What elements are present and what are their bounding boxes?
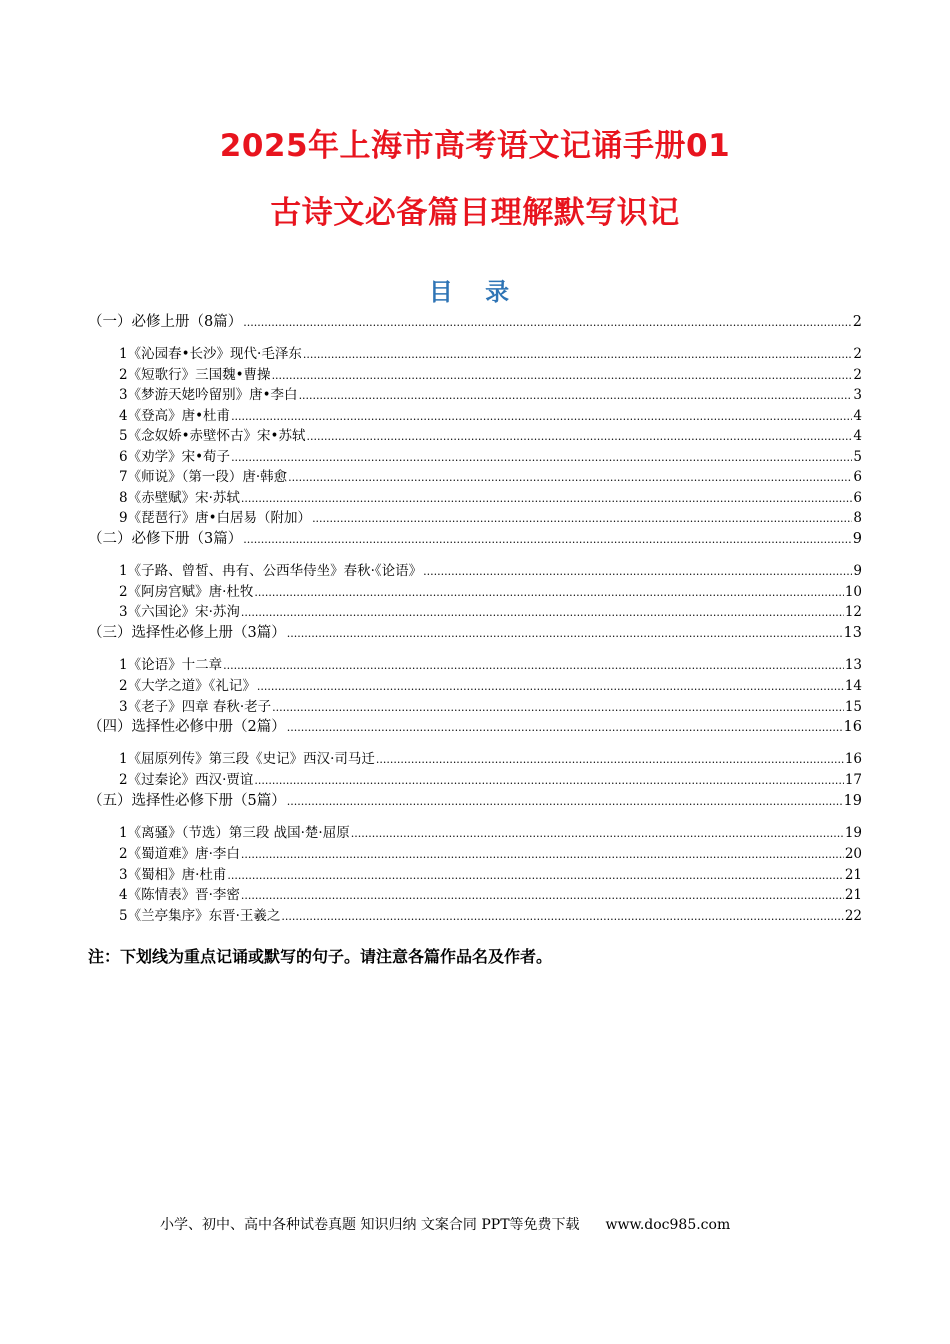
toc-page-number: 9 [852, 531, 862, 547]
toc-entry-title: 3《六国论》宋·苏洵 [119, 604, 240, 620]
toc-dot-leader [241, 886, 844, 905]
toc-entry-title: 2《蜀道难》唐·李白 [119, 846, 240, 862]
toc-entry-title: 7《师说》（第一段）唐·韩愈 [119, 469, 288, 485]
toc-page-number: 2 [853, 346, 862, 362]
toc-dot-leader [299, 386, 853, 405]
toc-entry-title: 9《琵琶行》唐•白居易（附加） [119, 510, 312, 526]
note-text: 注：下划线为重点记诵或默写的句子。请注意各篇作品名及作者。 [88, 947, 553, 966]
toc-page-number: 9 [853, 563, 862, 579]
toc-page-number: 13 [844, 657, 862, 673]
toc-dot-leader [281, 907, 843, 926]
toc-page-number: 21 [844, 887, 862, 903]
toc-entry-title: （二）必修下册（3篇） [88, 531, 243, 547]
toc-page-number: 16 [844, 751, 862, 767]
toc-page-number: 2 [853, 367, 862, 383]
toc-page-number: 16 [843, 719, 862, 735]
toc-entry-title: （四）选择性必修中册（2篇） [88, 719, 286, 735]
toc-entry-row[interactable] [119, 771, 862, 790]
toc-page-number: 21 [844, 867, 862, 883]
toc-entry-title: 1《沁园春•长沙》现代·毛泽东 [119, 346, 302, 362]
toc-page-number: 5 [853, 449, 862, 465]
toc-dot-leader [303, 345, 853, 364]
toc-page-number: 17 [844, 772, 862, 788]
toc-entry-row[interactable] [119, 509, 862, 528]
toc-page-number: 14 [844, 678, 862, 694]
toc-entry-title: 5《兰亭集序》东晋·王羲之 [119, 908, 281, 924]
toc-entry-title: 1《离骚》（节选）第三段 战国·楚·屈原 [119, 825, 350, 841]
page-footer [160, 1214, 730, 1234]
toc-heading: 目 录 [428, 278, 522, 306]
toc-page-number: 4 [853, 428, 862, 444]
document-title-line2: 古诗文必备篇目理解默写识记 [270, 195, 680, 231]
toc-section-row[interactable] [88, 718, 862, 737]
toc-page-number: 4 [853, 408, 862, 424]
toc-entry-title: 1《论语》十二章 [119, 657, 223, 673]
toc-entry-title: 6《劝学》宋•荀子 [119, 449, 231, 465]
toc-page-number: 20 [844, 846, 862, 862]
toc-entry-row[interactable] [119, 345, 862, 364]
toc-page-number: 15 [844, 699, 862, 715]
toc-page-number: 8 [853, 510, 862, 526]
toc-page-number: 13 [843, 625, 862, 641]
toc-dot-leader [231, 407, 852, 426]
toc-dot-leader [243, 313, 852, 332]
toc-dot-leader [227, 866, 843, 885]
toc-entry-title: （三）选择性必修上册（3篇） [88, 625, 286, 641]
toc-entry-title: 3《梦游天姥吟留别》唐•李白 [119, 387, 298, 403]
toc-section-row[interactable] [88, 313, 862, 332]
toc-entry-row[interactable] [119, 824, 862, 843]
toc-dot-leader [241, 845, 844, 864]
toc-entry-row[interactable] [119, 468, 862, 487]
toc-page-number: 22 [844, 908, 862, 924]
toc-entry-title: 2《过秦论》西汉·贾谊 [119, 772, 254, 788]
toc-entry-title: （一）必修上册（8篇） [88, 314, 243, 330]
toc-entry-row[interactable] [119, 489, 862, 508]
toc-entry-title: 2《短歌行》三国魏•曹操 [119, 367, 271, 383]
toc-page-number: 19 [843, 793, 862, 809]
toc-page-number: 19 [844, 825, 862, 841]
toc-entry-row[interactable] [119, 845, 862, 864]
toc-dot-leader [241, 489, 853, 508]
toc-entry-row[interactable] [119, 427, 862, 446]
toc-dot-leader [272, 698, 844, 717]
toc-section-row[interactable] [88, 530, 862, 549]
toc-entry-title: 2《大学之道》《礼记》 [119, 678, 256, 694]
toc-entry-row[interactable] [119, 886, 862, 905]
toc-entry-title: 2《阿房宫赋》唐·杜牧 [119, 584, 254, 600]
toc-entry-row[interactable] [119, 603, 862, 622]
toc-dot-leader [257, 677, 844, 696]
toc-page-number: 3 [853, 387, 862, 403]
toc-entry-title: 4《登高》唐•杜甫 [119, 408, 231, 424]
toc-section-row[interactable] [88, 792, 862, 811]
toc-entry-title: 5《念奴娇•赤壁怀古》宋•苏轼 [119, 428, 306, 444]
toc-entry-row[interactable] [119, 750, 862, 769]
toc-dot-leader [287, 624, 843, 643]
toc-entry-row[interactable] [119, 366, 862, 385]
toc-dot-leader [254, 771, 843, 790]
toc-dot-leader [287, 718, 843, 737]
toc-dot-leader [312, 509, 852, 528]
toc-entry-title: 3《老子》四章 春秋·老子 [119, 699, 272, 715]
toc-dot-leader [223, 656, 844, 675]
toc-entry-row[interactable] [119, 698, 862, 717]
toc-section-row[interactable] [88, 624, 862, 643]
toc-entry-row[interactable] [119, 866, 862, 885]
toc-dot-leader [351, 824, 844, 843]
toc-dot-leader [231, 448, 852, 467]
toc-dot-leader [254, 583, 843, 602]
toc-page-number: 10 [844, 584, 862, 600]
toc-entry-row[interactable] [119, 677, 862, 696]
toc-entry-row[interactable] [119, 583, 862, 602]
toc-dot-leader [287, 792, 843, 811]
toc-entry-title: 8《赤壁赋》宋·苏轼 [119, 490, 240, 506]
toc-entry-title: 4《陈情表》晋·李密 [119, 887, 240, 903]
document-title-line1: 2025年上海市高考语文记诵手册01 [219, 128, 731, 164]
toc-entry-row[interactable] [119, 562, 862, 581]
toc-dot-leader [241, 603, 844, 622]
toc-page-number: 2 [852, 314, 862, 330]
toc-entry-title: 1《子路、曾皙、冉有、公西华侍坐》春秋·《论语》 [119, 563, 423, 579]
toc-dot-leader [423, 562, 852, 581]
toc-entry-row[interactable] [119, 907, 862, 926]
toc-dot-leader [243, 530, 852, 549]
toc-page-number: 6 [853, 490, 862, 506]
toc-entry-title: （五）选择性必修下册（5篇） [88, 793, 286, 809]
toc-entry-row[interactable] [119, 386, 862, 405]
toc-entry-title: 1《屈原列传》第三段《史记》西汉·司马迁 [119, 751, 375, 767]
toc-dot-leader [307, 427, 853, 446]
toc-page-number: 6 [853, 469, 862, 485]
toc-entry-row[interactable] [119, 656, 862, 675]
footer-text: 小学、初中、高中各种试卷真题 知识归纳 文案合同 PPT等免费下载 [160, 1217, 580, 1233]
toc-entry-row[interactable] [119, 448, 862, 467]
toc-page-number: 12 [844, 604, 862, 620]
toc-dot-leader [272, 366, 853, 385]
footer-site: www.doc985.com [605, 1217, 731, 1233]
toc-entry-title: 3《蜀相》唐·杜甫 [119, 867, 227, 883]
toc-dot-leader [376, 750, 844, 769]
toc-dot-leader [288, 468, 852, 487]
toc-entry-row[interactable] [119, 407, 862, 426]
